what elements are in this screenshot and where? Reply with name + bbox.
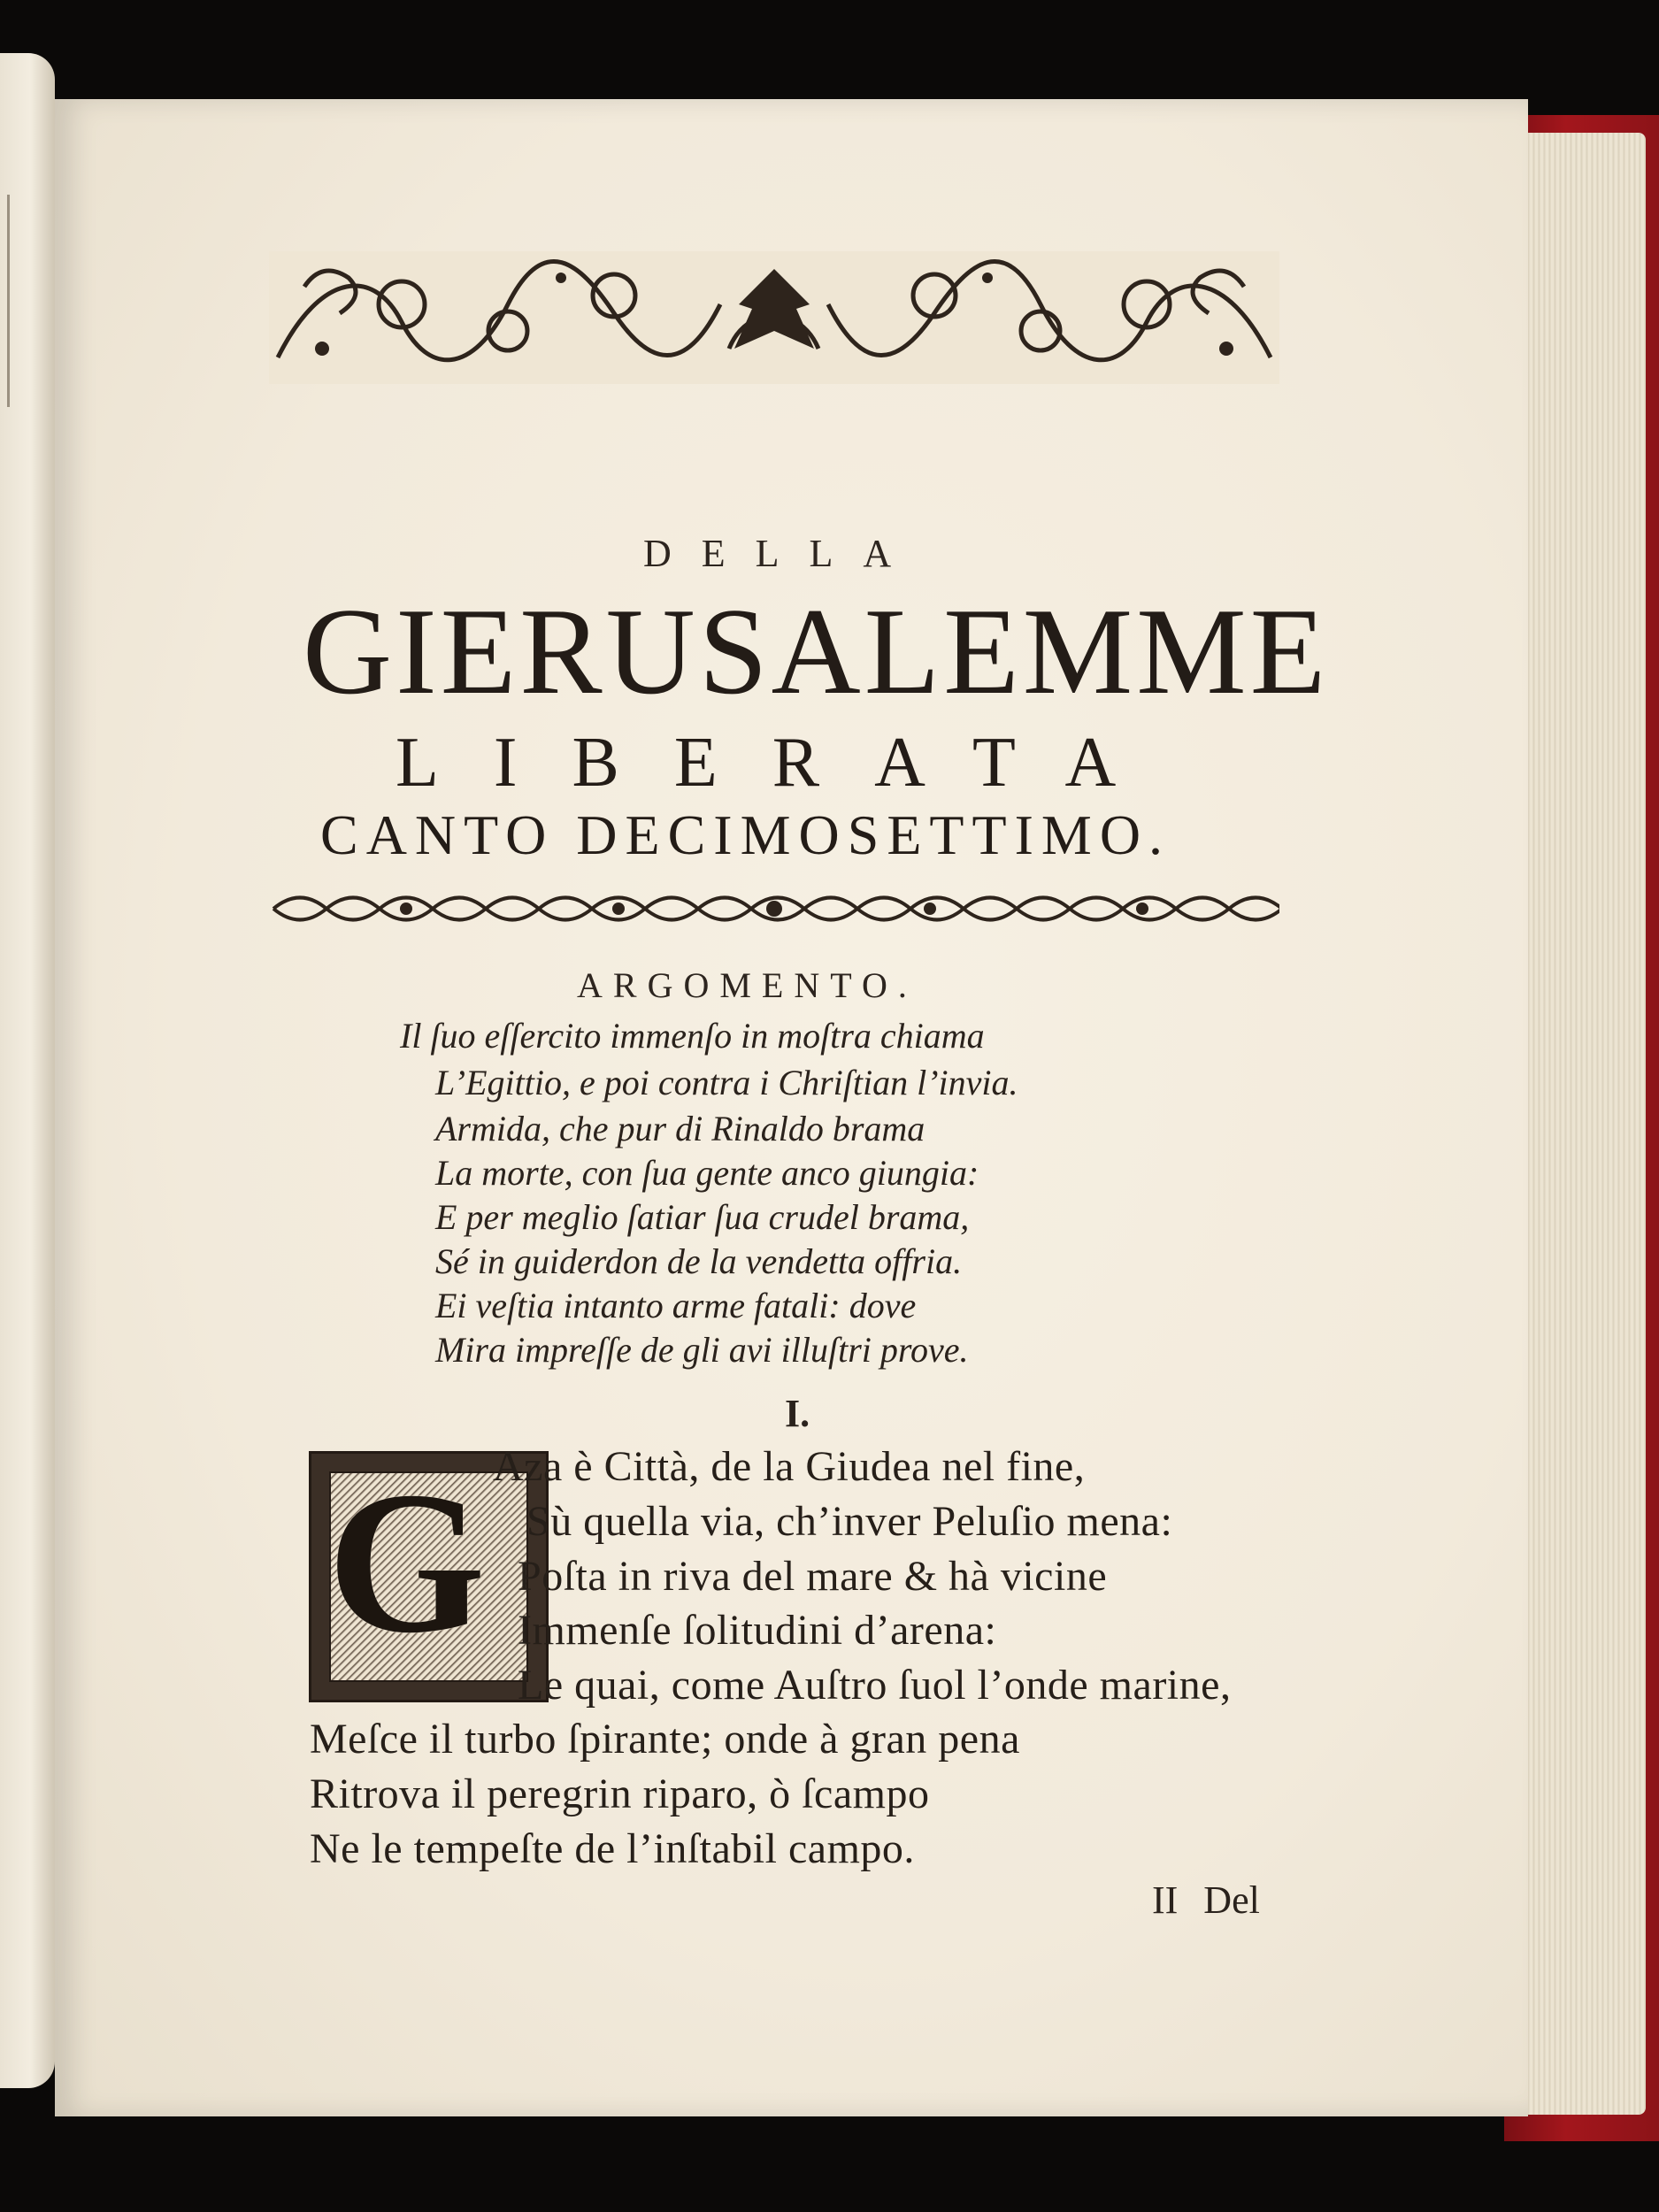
stanza-number: I. bbox=[785, 1392, 810, 1435]
initial-letter: G bbox=[327, 1449, 486, 1675]
argomento-line: L’Egittio, e poi contra i Chriſtian l’invia. bbox=[435, 1063, 1018, 1102]
argomento-line: Il ſuo eſſercito immenſo in moſtra chiama bbox=[400, 1016, 985, 1056]
verse-line: Ritrova il peregrin riparo, ò ſcampo bbox=[310, 1770, 930, 1817]
canto-heading: CANTO DECIMOSETTIMO. bbox=[320, 803, 1171, 866]
argomento-line: Sé in guiderdon de la vendetta offria. bbox=[435, 1241, 963, 1281]
argomento-line: Armida, che pur di Rinaldo brama bbox=[435, 1109, 926, 1148]
argomento-line: E per meglio ſatiar ſua crudel brama, bbox=[435, 1197, 970, 1237]
verse-line: Aza è Città, de la Giudea nel fine, bbox=[493, 1443, 1086, 1490]
previous-page-edge bbox=[0, 53, 55, 2088]
title-della: DELLA bbox=[643, 532, 922, 575]
headpiece-ornament bbox=[269, 251, 1279, 384]
title-gierusalemme: GIERUSALEMME bbox=[303, 583, 1330, 720]
title-liberata: LIBERATA bbox=[396, 724, 1171, 802]
argomento-line: Ei veſtia intanto arme fatali: dove bbox=[435, 1286, 917, 1325]
argomento-line: La morte, con ſua gente anco giungia: bbox=[435, 1153, 979, 1193]
verse-line: Ne le tempeſte de l’inſtabil campo. bbox=[310, 1825, 915, 1872]
divider-ornament bbox=[269, 887, 1279, 931]
page-edge-mark bbox=[7, 195, 10, 407]
argomento-line: Mira impreſſe de gli avi illuſtri prove. bbox=[435, 1330, 969, 1370]
verse-line: Sù quella via, ch’inver Peluſio mena: bbox=[526, 1498, 1173, 1545]
page-fore-edge bbox=[1509, 133, 1646, 2115]
book-page bbox=[55, 99, 1528, 2116]
verse-line: Le quai, come Auſtro ſuol l’onde marine, bbox=[518, 1662, 1232, 1709]
verse-line: Meſce il turbo ſpirante; onde à gran pena bbox=[310, 1716, 1020, 1763]
verse-line: Poſta in riva del mare & hà vicine bbox=[518, 1553, 1108, 1600]
verse-line: Immenſe ſolitudini d’arena: bbox=[518, 1607, 997, 1654]
catchword: II Del bbox=[1152, 1878, 1260, 1922]
argomento-heading: ARGOMENTO. bbox=[577, 965, 918, 1005]
